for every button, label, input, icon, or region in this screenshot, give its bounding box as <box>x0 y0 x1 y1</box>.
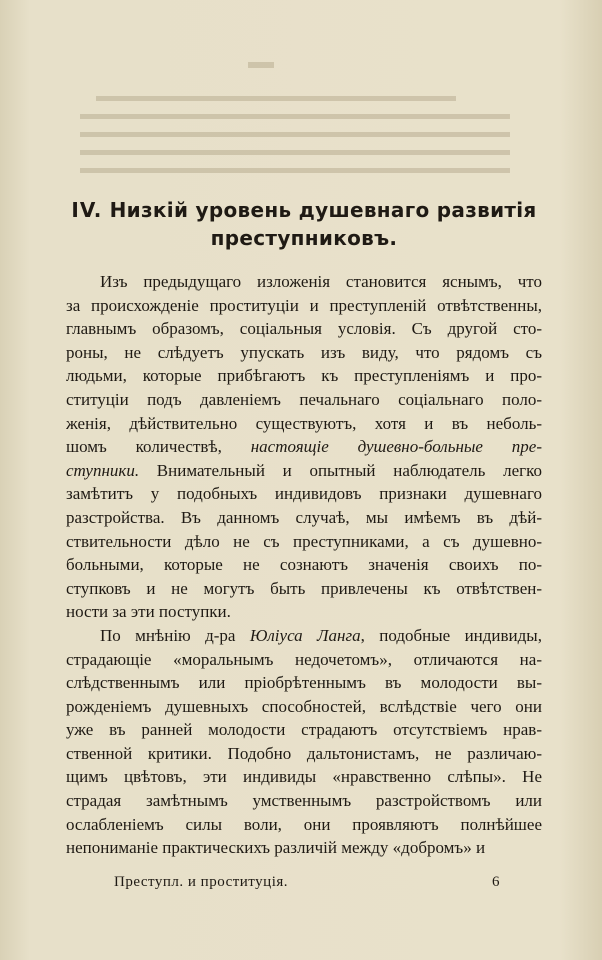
text-run: людьми, которые прибѣгаютъ къ преступленіямъ и про- <box>66 366 542 386</box>
text-run: щимъ цвѣтовъ, эти индивиды «нравственно слѣпы». Не <box>66 767 542 787</box>
text-line <box>66 459 542 483</box>
paragraph <box>66 270 542 624</box>
text-line <box>66 270 542 294</box>
chapter-number: IV. <box>71 198 103 222</box>
running-title: Преступл. и проституція. <box>114 874 289 890</box>
text-line <box>66 813 542 837</box>
text-run: ослабленіемъ силы воли, они проявляютъ полнѣйшее <box>66 814 542 834</box>
text-line <box>66 482 542 506</box>
text-run: рожденіемъ душевныхъ способностей, вслѣдствіе чего они <box>66 696 542 716</box>
text-line <box>66 577 542 601</box>
text-line <box>66 789 542 813</box>
text-line <box>66 506 542 530</box>
text-run: разстройства. Въ данномъ случаѣ, мы имѣемъ въ дѣй- <box>66 507 542 527</box>
chapter-heading-line-1 <box>62 196 546 224</box>
text-run: непониманіе практическихъ различій между «добромъ» и <box>66 838 486 858</box>
text-run: главнымъ образомъ, соціальныя условія. Съ другой сто- <box>66 319 542 339</box>
text-line <box>66 765 542 789</box>
text-line <box>66 435 542 459</box>
page-number: 6 <box>492 874 500 890</box>
text-line <box>66 836 542 860</box>
text-run: страдая замѣтнымъ умственнымъ разстройствомъ или <box>66 791 542 811</box>
text-run: замѣтитъ у подобныхъ индивидовъ признаки душевнаго <box>66 484 542 504</box>
text-run: По мнѣнію д-ра <box>100 625 250 645</box>
text-line <box>66 294 542 318</box>
show-through-text <box>0 0 602 200</box>
text-line <box>66 742 542 766</box>
text-run: уже въ ранней молодости страдаютъ отсутствіемъ нрав- <box>66 720 542 740</box>
text-run: женія, дѣйствительно существуютъ, хотя и въ неболь- <box>66 413 542 433</box>
text-run: роны, не слѣдуетъ упускать изъ виду, что рядомъ съ <box>66 342 542 362</box>
text-run: больными, которые не сознаютъ значенія своихъ по- <box>66 555 542 575</box>
chapter-title-part-1: Низкій уровень душевнаго развитія <box>109 198 537 222</box>
text-line <box>66 341 542 365</box>
text-run: , подобные индивиды, <box>360 625 542 645</box>
text-line <box>66 624 542 648</box>
text-run: ступковъ и не могутъ быть привлечены къ отвѣтствен- <box>66 578 542 598</box>
text-line <box>66 648 542 672</box>
text-run: ствительности дѣло не съ преступниками, а съ душевно- <box>66 531 542 551</box>
text-line <box>66 388 542 412</box>
text-run: шомъ количествѣ, <box>66 437 251 457</box>
text-run: страдающіе «моральнымъ недочетомъ», отличаются на- <box>66 649 542 669</box>
chapter-title-part-2: преступниковъ. <box>210 226 398 250</box>
text-line <box>66 530 542 554</box>
text-run: ности за эти поступки. <box>66 602 231 622</box>
text-run: Внимательный и опытный наблюдатель легко <box>139 460 542 480</box>
text-line <box>66 317 542 341</box>
page-footer <box>114 874 514 891</box>
chapter-heading <box>62 196 546 252</box>
text-line <box>66 671 542 695</box>
italic-text: настоящіе душевно-больные пре- <box>250 437 542 457</box>
text-line <box>66 695 542 719</box>
paragraph <box>66 624 542 860</box>
italic-text: Юліуса Ланга <box>249 625 361 645</box>
text-line <box>66 718 542 742</box>
text-run: Изъ предыдущаго изложенія становится яснымъ, что <box>100 272 542 291</box>
italic-text: ступники. <box>66 460 140 480</box>
text-run: за происхожденіе проституціи и преступленій отвѣтственны, <box>66 295 542 315</box>
text-line <box>66 553 542 577</box>
text-line <box>66 600 542 624</box>
body-text <box>66 270 542 860</box>
text-line <box>66 412 542 436</box>
text-run: ственной критики. Подобно дальтонистамъ, не различаю- <box>66 743 542 763</box>
text-run: ституціи подъ давленіемъ печальнаго соціальнаго поло- <box>66 389 542 409</box>
text-line <box>66 364 542 388</box>
text-run: слѣдственнымъ или пріобрѣтеннымъ въ молодости вы- <box>66 673 542 693</box>
